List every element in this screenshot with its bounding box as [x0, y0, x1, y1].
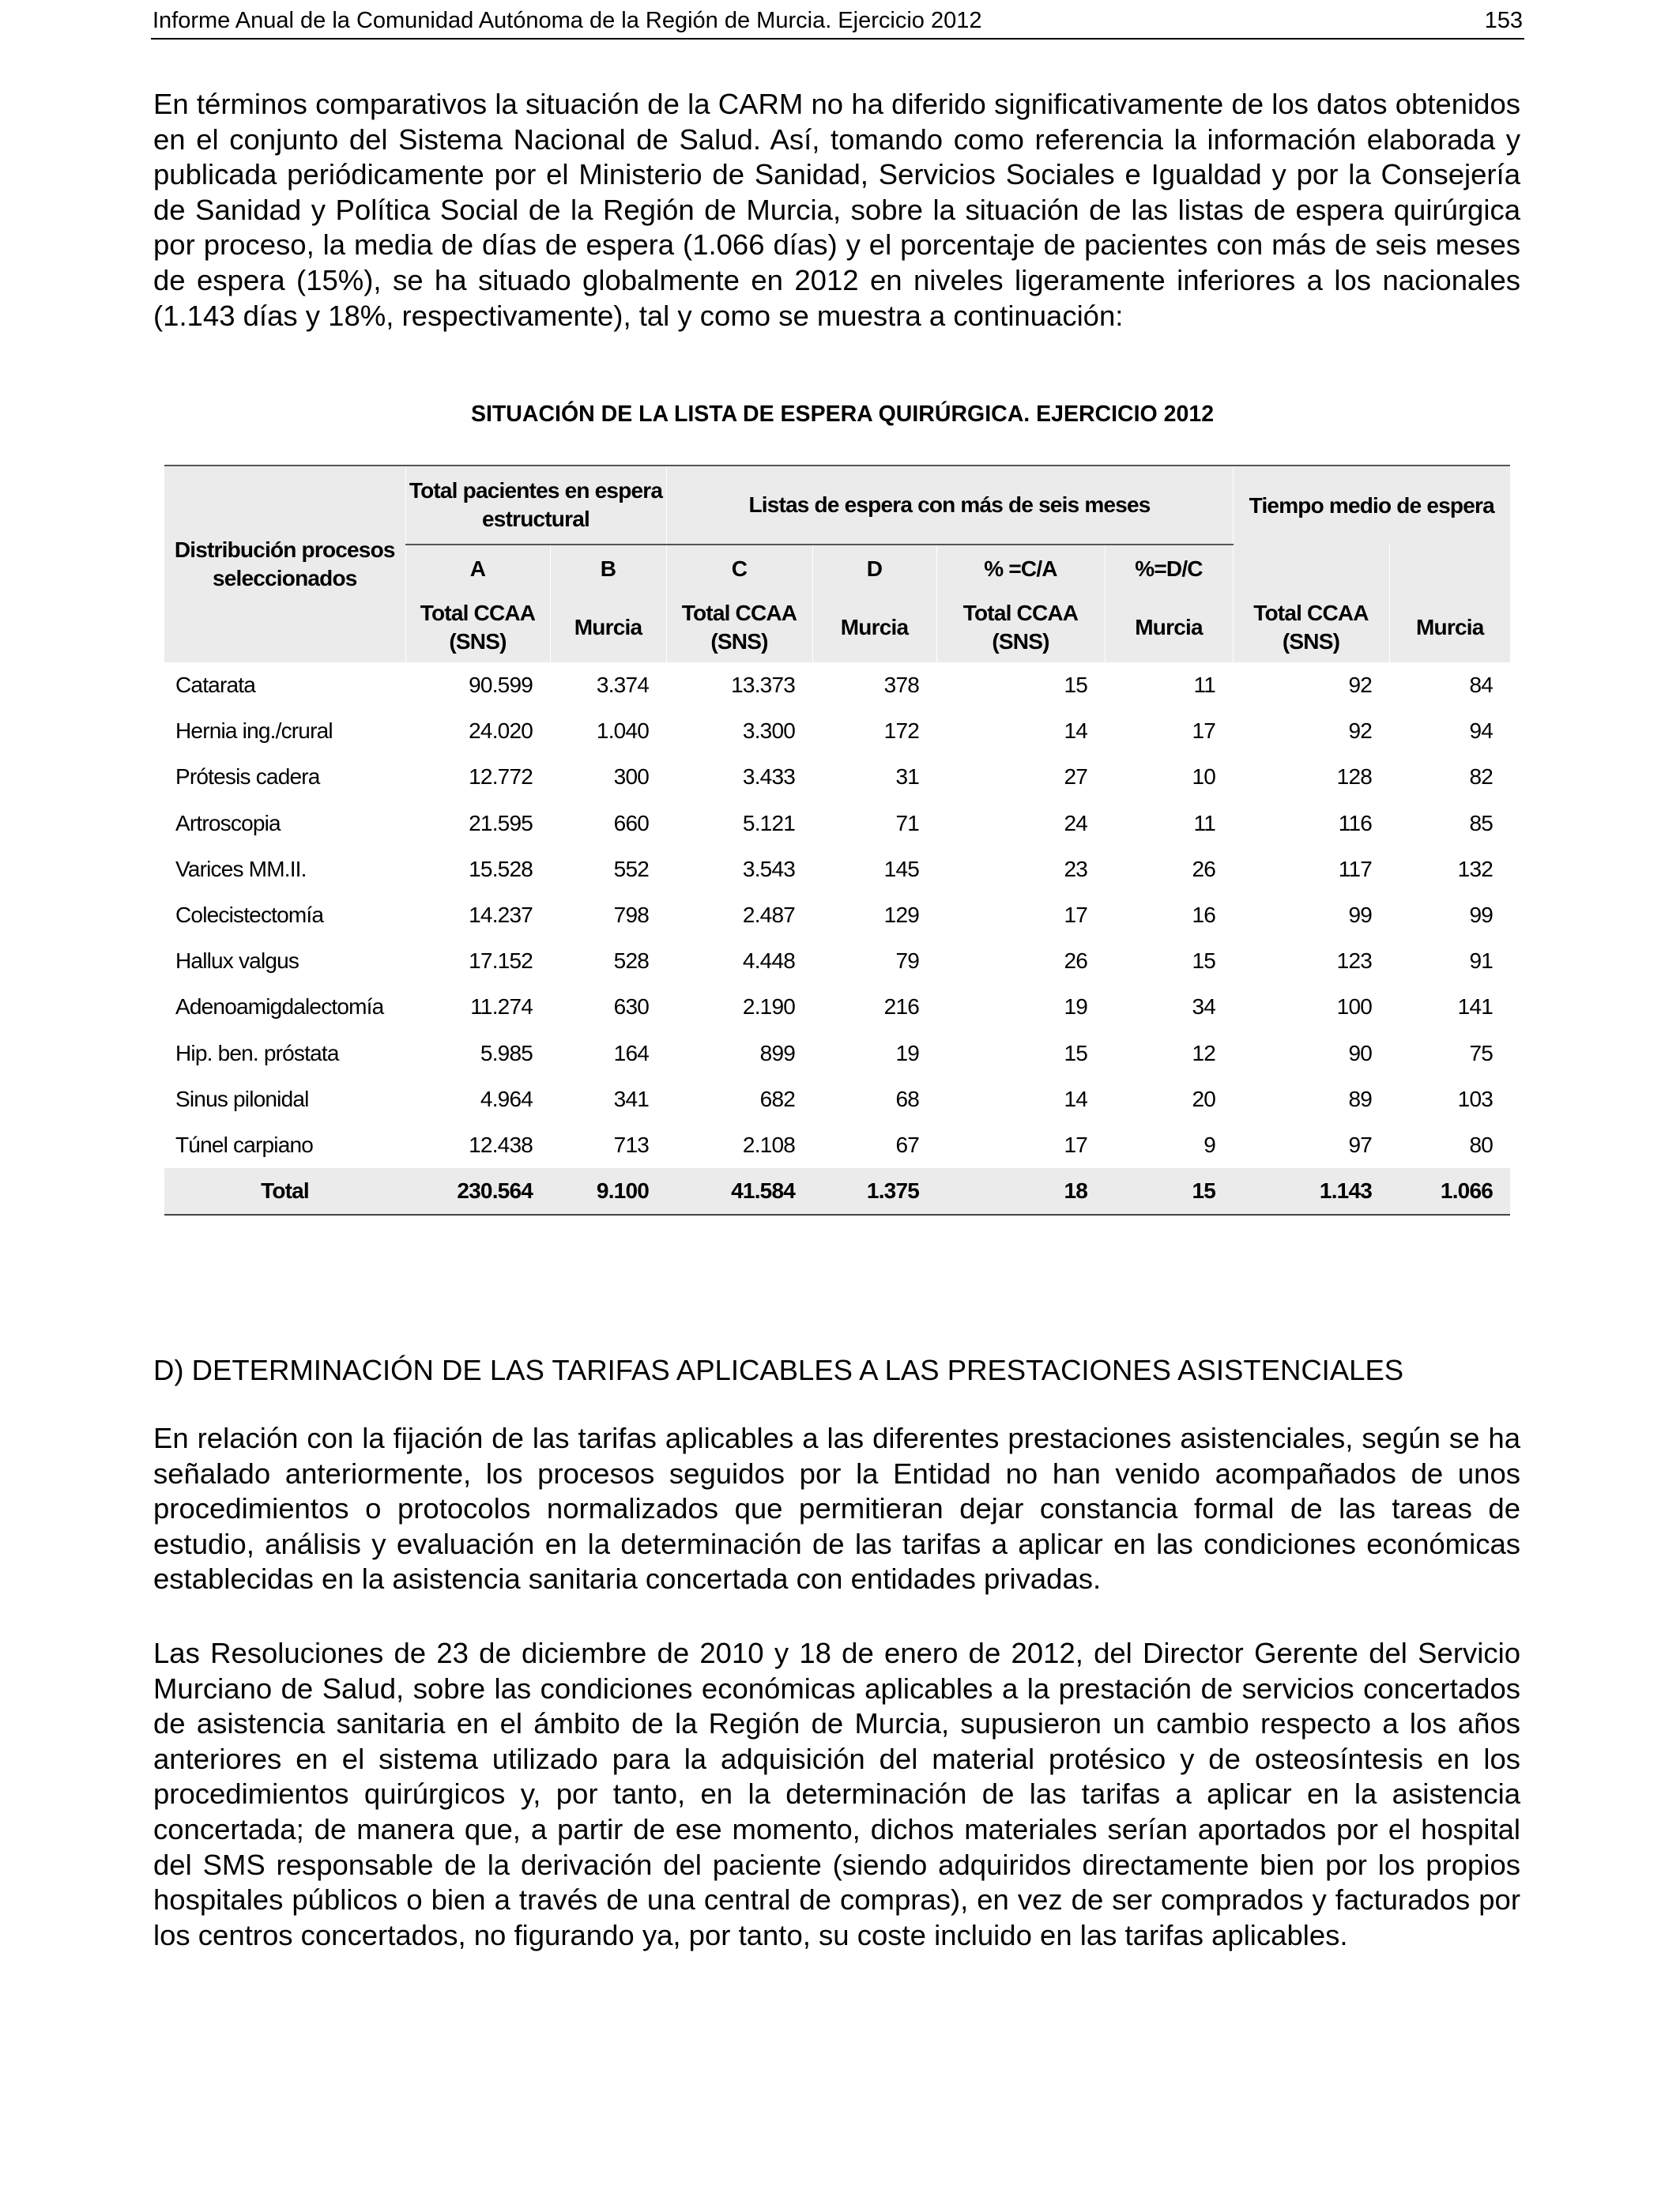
cell-b: 798: [613, 903, 649, 928]
page-number: 153: [1484, 8, 1523, 33]
sub-header-murcia: Murcia: [1389, 593, 1510, 662]
cell-proceso: Artroscopia: [175, 810, 281, 835]
cell-tm-murcia: 91: [1469, 948, 1493, 974]
cell-tm-murcia: 141: [1457, 994, 1493, 1020]
sub-header-murcia: Murcia: [550, 593, 666, 662]
resolutions-paragraph: Las Resoluciones de 23 de diciembre de 2010 y 18 de enero de 2012, del Director Gerente del Servicio Murciano de Salud, sobre las condiciones económicas aplicables a la prestación de servicios concertados de asistencia sanitaria en el ámbito de la Región de Murcia, supusieron un cambio respecto a los años anteriores en el sistema utilizado para la adquisición del material protésico y de osteosíntesis en los procedimientos quirúrgicos y, por tanto, en la determinación de las tarifas a aplicar en la asistencia concertada; de manera que, a partir de ese momento, dichos materiales serían aportados por el hospital del SMS responsable de la derivación del paciente (siendo adquiridos directamente bien por los propios hospitales públicos o bien a través de una central de compras), en vez de ser comprados y facturados por los centros concertados, no figurando ya, por tanto, su coste incluido en las tarifas aplicables.: [153, 1637, 1520, 1951]
cell-c: 2.108: [742, 1132, 795, 1157]
cell-pct-ca: 27: [1064, 764, 1087, 790]
cell-b: 300: [613, 764, 649, 790]
cell-b: 1.040: [596, 718, 649, 744]
cell-tm-murcia: 82: [1469, 764, 1493, 790]
sub-header-total-ccaa: Total CCAA (SNS): [405, 593, 550, 662]
cell-a: 5.985: [480, 1040, 533, 1065]
table-row: [164, 1031, 1510, 1076]
cell-c: 2.487: [742, 903, 795, 928]
cell-pct-dc: 17: [1192, 718, 1215, 744]
total-b: 9.100: [550, 1168, 666, 1215]
cell-b: 713: [613, 1132, 649, 1157]
cell-d: 19: [895, 1040, 919, 1065]
cell-c: 3.300: [742, 718, 795, 744]
cell-pct-dc: 12: [1192, 1040, 1215, 1065]
cell-proceso: Catarata: [175, 673, 255, 698]
cell-pct-ca: 19: [1064, 994, 1087, 1020]
table-row: [164, 754, 1510, 800]
cell-pct-ca: 17: [1064, 1132, 1087, 1157]
cell-d: 172: [883, 718, 919, 744]
col-header-distribution: Distribución procesos seleccionados: [164, 466, 405, 662]
cell-tm-sns: 123: [1336, 948, 1372, 974]
cell-pct-dc: 11: [1193, 673, 1215, 698]
cell-tm-sns: 92: [1348, 718, 1372, 744]
total-label: Total: [164, 1168, 405, 1215]
group-header-total-patients: Total pacientes en espera estructural: [405, 466, 666, 545]
cell-c: 899: [759, 1040, 795, 1065]
total-pct-ca: 18: [936, 1168, 1105, 1215]
table-row: [164, 892, 1510, 938]
letter-header-pct-ca: % =C/A: [936, 545, 1105, 593]
cell-d: 71: [895, 810, 919, 835]
cell-a: 4.964: [480, 1086, 533, 1111]
cell-proceso: Hallux valgus: [175, 948, 299, 974]
report-title: Informe Anual de la Comunidad Autónoma de la Región de Murcia. Ejercicio 2012: [153, 8, 982, 33]
cell-tm-sns: 117: [1338, 856, 1372, 881]
cell-a: 15.528: [469, 856, 533, 881]
cell-pct-ca: 14: [1064, 1086, 1087, 1111]
total-tm-sns: 1.143: [1233, 1168, 1389, 1215]
table-row: [164, 846, 1510, 892]
total-d: 1.375: [812, 1168, 936, 1215]
waiting-list-table: [164, 465, 1510, 1216]
section-d-heading: D) DETERMINACIÓN DE LAS TARIFAS APLICABLES A LAS PRESTACIONES ASISTENCIALES: [153, 1354, 1404, 1386]
cell-tm-murcia: 94: [1469, 718, 1493, 744]
cell-pct-dc: 16: [1192, 903, 1215, 928]
cell-d: 79: [895, 948, 919, 974]
cell-pct-ca: 26: [1064, 948, 1087, 974]
cell-proceso: Hernia ing./crural: [175, 718, 333, 744]
cell-a: 24.020: [469, 718, 533, 744]
group-header-mean-time: Tiempo medio de espera: [1233, 466, 1510, 545]
cell-tm-sns: 89: [1348, 1086, 1372, 1111]
cell-d: 129: [883, 903, 919, 928]
cell-tm-sns: 97: [1348, 1132, 1372, 1157]
letter-header-empty: [1389, 545, 1510, 593]
cell-tm-sns: 90: [1348, 1040, 1372, 1065]
cell-b: 341: [613, 1086, 649, 1111]
cell-b: 164: [613, 1040, 649, 1065]
table-row: [164, 1076, 1510, 1122]
cell-pct-dc: 34: [1192, 994, 1215, 1020]
table-row: [164, 662, 1510, 708]
cell-b: 528: [613, 948, 649, 974]
cell-d: 31: [895, 764, 919, 790]
cell-tm-sns: 100: [1336, 994, 1372, 1020]
total-c: 41.584: [666, 1168, 812, 1215]
cell-pct-dc: 15: [1192, 948, 1215, 974]
letter-header-d: D: [812, 545, 936, 593]
cell-d: 216: [883, 994, 919, 1020]
cell-tm-sns: 99: [1348, 903, 1372, 928]
cell-pct-dc: 9: [1203, 1132, 1215, 1157]
cell-a: 90.599: [469, 673, 533, 698]
total-row: [164, 1168, 1510, 1215]
cell-b: 660: [613, 810, 649, 835]
letter-header-c: C: [666, 545, 812, 593]
cell-proceso: Sinus pilonidal: [175, 1086, 309, 1111]
cell-tm-murcia: 132: [1457, 856, 1493, 881]
cell-proceso: Hip. ben. próstata: [175, 1040, 339, 1065]
cell-pct-dc: 10: [1192, 764, 1215, 790]
waiting-list-table-wrapper: [164, 465, 1510, 1216]
table-row: [164, 801, 1510, 846]
cell-d: 145: [883, 856, 919, 881]
letter-header-pct-dc: %=D/C: [1105, 545, 1233, 593]
table-row: [164, 938, 1510, 984]
cell-b: 630: [613, 994, 649, 1020]
cell-proceso: Varices MM.II.: [175, 856, 307, 881]
cell-tm-sns: 92: [1348, 673, 1372, 698]
total-pct-dc: 15: [1105, 1168, 1233, 1215]
letter-header-b: B: [550, 545, 666, 593]
cell-proceso: Adenoamigdalectomía: [175, 994, 384, 1020]
cell-pct-ca: 23: [1064, 856, 1087, 881]
cell-tm-murcia: 80: [1469, 1132, 1493, 1157]
cell-a: 12.438: [469, 1132, 533, 1157]
cell-a: 21.595: [469, 810, 533, 835]
table-row: [164, 708, 1510, 754]
cell-b: 3.374: [596, 673, 649, 698]
cell-pct-ca: 15: [1064, 673, 1087, 698]
sub-header-total-ccaa: Total CCAA (SNS): [1233, 593, 1389, 662]
cell-a: 17.152: [469, 948, 533, 974]
cell-proceso: Prótesis cadera: [175, 764, 320, 790]
table-row: [164, 1122, 1510, 1168]
cell-proceso: Colecistectomía: [175, 903, 324, 928]
cell-c: 13.373: [731, 673, 795, 698]
cell-a: 12.772: [469, 764, 533, 790]
total-tm-murcia: 1.066: [1389, 1168, 1510, 1215]
letter-header-empty: [1233, 545, 1389, 593]
cell-c: 5.121: [742, 810, 795, 835]
cell-a: 11.274: [470, 994, 533, 1020]
cell-tm-murcia: 84: [1469, 673, 1493, 698]
tariffs-paragraph: En relación con la fijación de las tarifas aplicables a las diferentes prestaciones asistenciales, según se ha señalado anteriormente, los procesos seguidos por la Entidad no han venido acompañados de unos procedimientos o protocolos normalizados que permitieran dejar constancia formal de las tareas de estudio, análisis y evaluación en la determinación de las tarifas a aplicar en las condiciones económicas establecidas en la asistencia sanitaria concertada con entidades privadas.: [153, 1422, 1520, 1596]
total-a: 230.564: [405, 1168, 550, 1215]
cell-c: 2.190: [742, 994, 795, 1020]
cell-c: 682: [759, 1086, 795, 1111]
cell-proceso: Túnel carpiano: [175, 1132, 314, 1157]
cell-tm-sns: 116: [1338, 810, 1372, 835]
table-title: SITUACIÓN DE LA LISTA DE ESPERA QUIRÚRGICA. EJERCICIO 2012: [470, 401, 1215, 427]
cell-c: 4.448: [742, 948, 795, 974]
page-header: [151, 6, 1524, 40]
cell-tm-murcia: 103: [1457, 1086, 1493, 1111]
table-row: [164, 984, 1510, 1030]
group-header-lists-six-months: Listas de espera con más de seis meses: [666, 466, 1233, 545]
sub-header-murcia: Murcia: [812, 593, 936, 662]
cell-pct-ca: 15: [1064, 1040, 1087, 1065]
letter-header-a: A: [405, 545, 550, 593]
cell-tm-sns: 128: [1336, 764, 1372, 790]
cell-tm-murcia: 75: [1469, 1040, 1493, 1065]
cell-d: 378: [883, 673, 919, 698]
sub-header-total-ccaa: Total CCAA (SNS): [936, 593, 1105, 662]
sub-header-murcia: Murcia: [1105, 593, 1233, 662]
intro-paragraph: En términos comparativos la situación de la CARM no ha diferido significativamente de los datos obtenidos en el conjunto del Sistema Nacional de Salud. Así, tomando como referencia la información elaborada y publicada periódicamente por el Ministerio de Sanidad, Servicios Sociales e Igualdad y por la Consejería de Sanidad y Política Social de la Región de Murcia, sobre la situación de las listas de espera quirúrgica por proceso, la media de días de espera (1.066 días) y el porcentaje de pacientes con más de seis meses de espera (15%), se ha situado globalmente en 2012 en niveles ligeramente inferiores a los nacionales (1.143 días y 18%, respectivamente), tal y como se muestra a continuación:: [153, 88, 1520, 332]
cell-pct-ca: 24: [1064, 810, 1087, 835]
sub-header-total-ccaa: Total CCAA (SNS): [666, 593, 812, 662]
cell-pct-ca: 17: [1064, 903, 1087, 928]
cell-pct-ca: 14: [1064, 718, 1087, 744]
cell-c: 3.543: [742, 856, 795, 881]
cell-pct-dc: 26: [1192, 856, 1215, 881]
cell-tm-murcia: 99: [1469, 903, 1493, 928]
cell-b: 552: [613, 856, 649, 881]
cell-tm-murcia: 85: [1469, 810, 1493, 835]
cell-d: 68: [895, 1086, 919, 1111]
cell-pct-dc: 11: [1193, 810, 1215, 835]
cell-d: 67: [895, 1132, 919, 1157]
cell-a: 14.237: [469, 903, 533, 928]
cell-c: 3.433: [742, 764, 795, 790]
cell-pct-dc: 20: [1192, 1086, 1215, 1111]
